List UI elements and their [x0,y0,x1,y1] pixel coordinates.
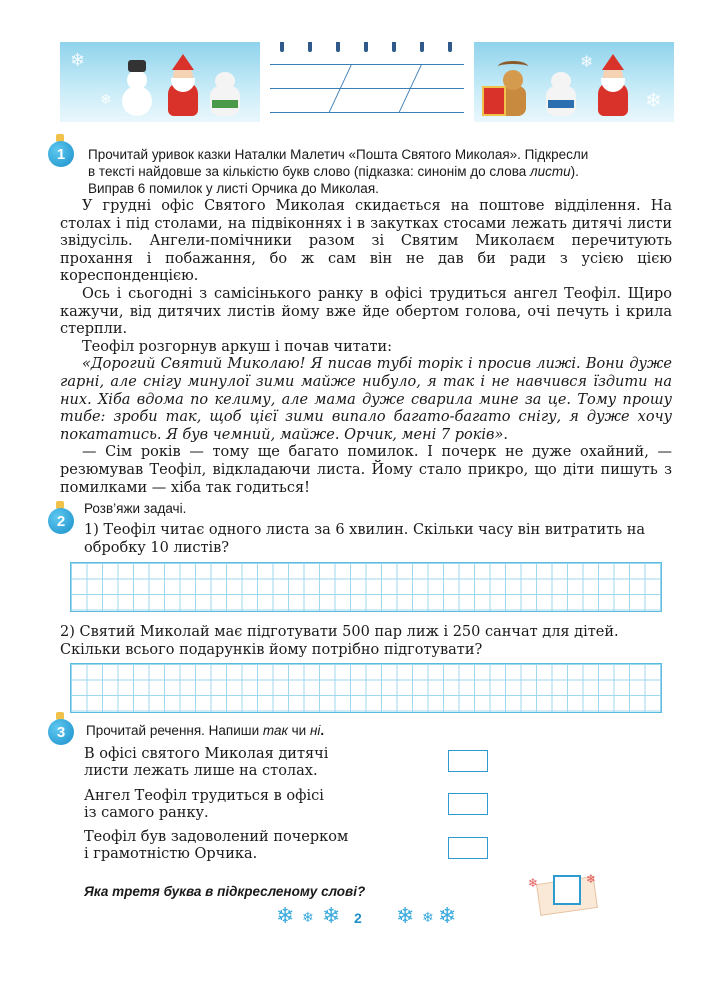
problem-1: 1) Теофіл читає одного листа за 6 хвилин. Скільки часу він витратить на обробку 10 листів? [84,522,646,556]
pin-icon [336,42,340,52]
notice-board [260,42,474,122]
instruction-text: в тексті найдовше за кількістю букв слово (підказка: синонім до слова [88,164,530,179]
word-yes: так [262,723,288,738]
statement-line: Ангел Теофіл трудиться в офісі [84,788,324,804]
footer-question: Яка третя буква в підкресленому слові? [84,884,366,899]
snowflake-icon: ❄ [422,910,434,926]
snowman-icon [122,56,152,116]
pin-icon [420,42,424,52]
task-number-badge: 1 [48,141,74,167]
snowflake-icon: ❄ [70,50,86,71]
instruction-text: чи [287,723,310,738]
answer-box-3[interactable] [448,837,488,859]
answer-grid-1[interactable] [70,562,662,612]
statement-line: Теофіл був задоволений почерком [84,829,349,845]
gift-icon [482,86,506,116]
instruction-text: ). [570,164,579,179]
snowflake-icon: ❄ [586,872,597,886]
task-number-badge: 2 [48,508,74,534]
task3-instruction [86,722,324,739]
story-paragraph: Теофіл розгорнув аркуш і почав читати: [82,338,393,355]
statement-2 [84,788,324,822]
letter-answer-box[interactable] [553,875,581,905]
pin-icon [392,42,396,52]
problem-2: 2) Святий Миколай має підготувати 500 пар лиж і 250 санчат для дітей. Скільки всього подарунків йому потрібно підготувати? [60,624,619,658]
task1-instruction [88,146,678,197]
answer-grid-2[interactable] [70,663,662,713]
bear-icon [546,66,576,116]
header-banner [60,42,674,122]
pin-icon [308,42,312,52]
story-paragraph: У грудні офіс Святого Миколая скидається на поштове відділення. На столах і під столами, на підвіконнях і в закутках стосами лежать дитячі листи звідусіль. Ангели-помічники разом зі Святим Миколаєм перечитують прохання і побажання, бо ж сам він не дав би ради з усією цією кореспонденцією. [60,198,672,285]
snowflake-icon: ❄ [580,52,594,71]
statement-line: і грамотністю Орчика. [84,846,258,862]
instruction-text: Прочитай речення. Напиши [86,723,263,738]
statement-line: В офісі святого Миколая дитячі [84,746,329,762]
instruction-line: Виправ 6 помилок у листі Орчика до Миколая. [88,181,379,196]
instruction-text: . [320,723,325,738]
board-line [270,112,464,113]
pin-icon [280,42,284,52]
statement-1 [84,746,328,780]
pin-icon [364,42,368,52]
statement-3 [84,829,348,863]
orchik-letter: «Дорогий Святий Миколаю! Я писав тубі торік і просив лижі. Вони дуже гарні, але снігу минулої зими майже нибуло, я так і не навчився їздити на них. Хіба вдома по келиму, але мама дуже сварила мине за це. Тому прошу тибе: зроби так, щоб цієї зими випало багато-багато снігу, я дуже хочу покататись. Я був чемний, майже. Орчик, мені 7 років». [60,356,672,443]
statement-line: із самого ранку. [84,805,209,821]
snowflake-icon: ❄ [438,904,457,929]
word-no: ні [309,723,321,738]
snowflake-icon: ❄ [322,904,341,929]
snowflake-icon: ❄ [396,904,415,929]
task-number-badge: 3 [48,719,74,745]
snowflake-icon: ❄ [302,910,314,926]
santa-icon [598,54,628,116]
board-line [270,64,464,65]
bear-icon [210,66,240,116]
hint-word: листи [530,164,571,179]
pin-icon [448,42,452,52]
statement-line: листи лежать лише на столах. [84,763,318,779]
snowflake-icon: ❄ [528,876,539,890]
answer-box-2[interactable] [448,793,488,815]
story-text [60,198,672,497]
snowflake-icon: ❄ [100,92,112,108]
snowflake-icon: ❄ [645,88,662,112]
answer-box-1[interactable] [448,750,488,772]
page-number: 2 [354,910,362,926]
story-paragraph: Ось і сьогодні з самісінького ранку в офісі трудиться ангел Теофіл. Щиро кажучи, від дитячих листів йому вже йде обертом голова, очі печуть і крила стерпли. [60,285,672,338]
story-paragraph: — Сім років — тому ще багато помилок. І почерк не дуже охайний, — резюмував Теофіл, відкладаючи листа. Йому стало прикро, що діти пишуть з помилками — хіба так годиться! [60,444,672,496]
snowflake-icon: ❄ [276,904,295,929]
instruction-line: Прочитай уривок казки Наталки Малетич «Пошта Святого Миколая». Підкресли [88,147,589,162]
santa-icon [168,54,198,116]
instruction-line [88,163,678,180]
task2-instruction: Розв’яжи задачі. [84,501,187,516]
board-line [270,88,464,89]
